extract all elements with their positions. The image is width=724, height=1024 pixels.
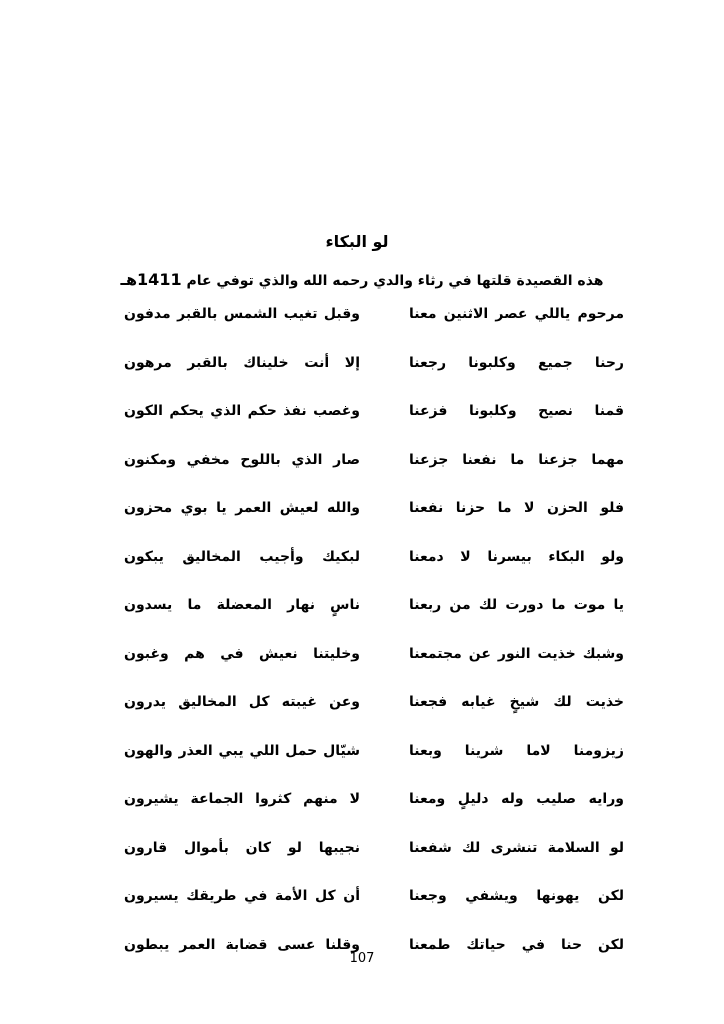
verse-second-hemistich: وقلنا عسى قضابة العمر يبطون bbox=[124, 936, 360, 953]
verse-second-hemistich: صار الذي باللوح مخفي ومكنون bbox=[124, 451, 360, 468]
page-number: 107 bbox=[349, 951, 375, 966]
verse-line bbox=[124, 888, 624, 937]
verse-line bbox=[124, 355, 624, 404]
verse-first-hemistich: فلو الحزن لا ما حزنا نفعنا bbox=[409, 500, 624, 516]
verse-first-hemistich: خذيت لك شيخٍ غيابه فجعنا bbox=[409, 694, 624, 710]
verse-second-hemistich: وقبل تغيب الشمس بالقبر مدفون bbox=[124, 306, 360, 322]
verse-line bbox=[124, 500, 624, 549]
verse-second-hemistich: شيّال حمل اللي يبي العذر والهون bbox=[124, 742, 360, 759]
verse-second-hemistich: وعن غيبته كل المخاليق يدرون bbox=[124, 694, 360, 710]
verse-line bbox=[124, 597, 624, 646]
verse-second-hemistich: نجيبها لو كان بأموال قارون bbox=[124, 839, 360, 856]
verse-second-hemistich: لا منهم كثروا الجماعة يشيرون bbox=[124, 791, 360, 807]
verse-second-hemistich: والله لعيش العمر يا بوي محزون bbox=[124, 500, 360, 516]
verse-first-hemistich: زيزومنا لاما شرينا وبعنا bbox=[409, 742, 624, 759]
verse-first-hemistich: لو السلامة تنشرى لك شفعنا bbox=[409, 839, 624, 856]
verse-second-hemistich: وخليتنا نعيش في هم وغبون bbox=[124, 645, 360, 662]
verse-line bbox=[124, 646, 624, 695]
verse-first-hemistich: لكن يهونها ويشفي وجعنا bbox=[409, 888, 624, 904]
verse-second-hemistich: لبكيك وأجيب المخاليق يبكون bbox=[124, 548, 360, 565]
verse-first-hemistich: يا موت ما دورت لك من ربعنا bbox=[409, 597, 624, 613]
verse-first-hemistich: لكن حنا في حياتك طمعنا bbox=[409, 936, 624, 953]
verse-second-hemistich: أن كل الأمة في طريقك يسيرون bbox=[124, 888, 360, 904]
verse-second-hemistich: ناسٍ نهار المعضلة ما يسدون bbox=[124, 597, 360, 613]
verse-second-hemistich: إلا أنت خليناك بالقبر مرهون bbox=[124, 354, 360, 371]
poem-intro bbox=[0, 270, 724, 289]
verse-first-hemistich: مهما جزعنا ما نفعنا جزعنا bbox=[409, 451, 624, 468]
verse-second-hemistich: وغصب نفذ حكم الذي يحكم الكون bbox=[124, 403, 360, 419]
verse-line bbox=[124, 403, 624, 452]
verse-first-hemistich: مرحوم ياللي عصر الاثنين معنا bbox=[409, 306, 624, 322]
verse-first-hemistich: وشبك خذيت النور عن مجتمعنا bbox=[409, 645, 624, 662]
verse-line bbox=[124, 791, 624, 840]
intro-text: هذه القصيدة قلتها في رثاء والدي رحمه الله والذي توفي عام bbox=[181, 273, 604, 289]
verse-first-hemistich: قمنا نصيح وكلبونا فزعنا bbox=[409, 403, 624, 419]
verse-line bbox=[124, 743, 624, 792]
poem-verses bbox=[124, 306, 624, 985]
verse-first-hemistich: ورايه صليب وله دليلٍ ومعنا bbox=[409, 791, 624, 807]
verse-line bbox=[124, 549, 624, 598]
verse-first-hemistich: ولو البكاء بيسرنا لا دمعنا bbox=[409, 548, 624, 565]
verse-first-hemistich: رحنا جميع وكلبونا رجعنا bbox=[409, 354, 624, 371]
verse-line bbox=[124, 306, 624, 355]
verse-line bbox=[124, 694, 624, 743]
verse-line bbox=[124, 452, 624, 501]
poem-title: لو البكاء bbox=[325, 232, 389, 251]
intro-year: 1411هـ bbox=[120, 270, 182, 289]
verse-line bbox=[124, 840, 624, 889]
